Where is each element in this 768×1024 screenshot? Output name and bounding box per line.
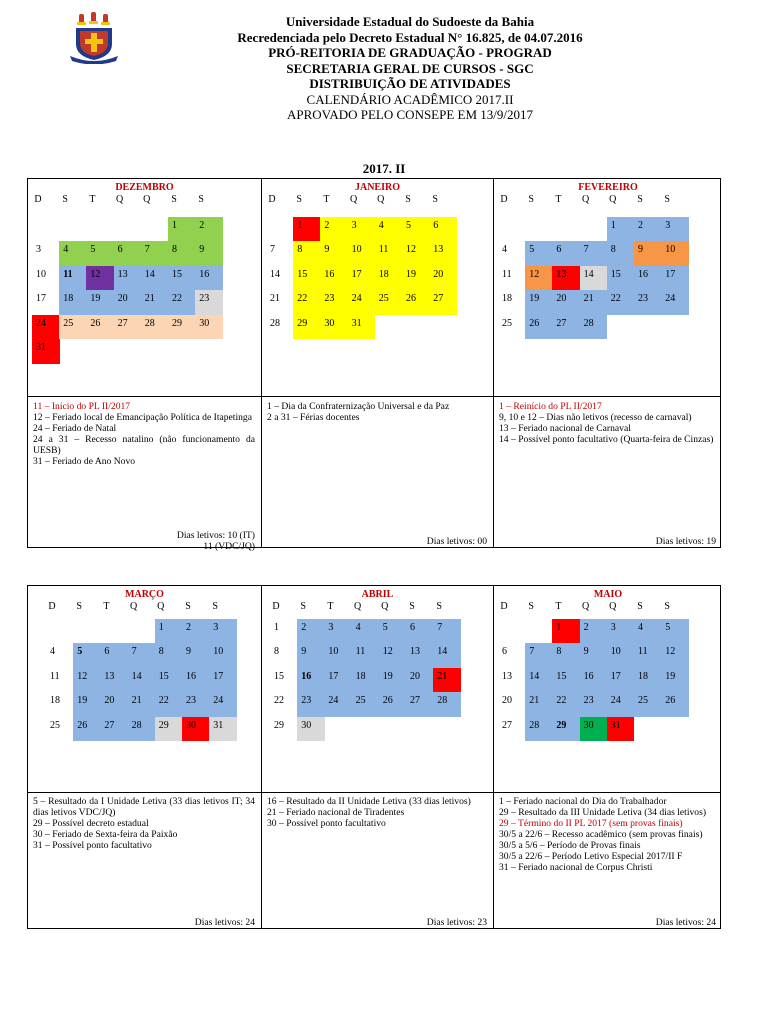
- day-cell: 2: [182, 619, 210, 644]
- day-cell: 1: [168, 217, 196, 242]
- day-cell: 25: [634, 692, 662, 717]
- weekday-header: D: [34, 194, 42, 205]
- weekday-header: Q: [115, 194, 124, 205]
- note-item: 31 – Possível ponto facultativo: [33, 840, 152, 851]
- day-cell: 26: [379, 692, 407, 717]
- weekday-header: S: [664, 194, 670, 205]
- day-cell: 11: [50, 670, 60, 682]
- weekday-header: S: [62, 194, 68, 205]
- note-item: 29 – Término do II PL 2017 (sem provas finais): [499, 818, 683, 829]
- day-cell: 17: [324, 668, 352, 693]
- weekday-header: T: [103, 601, 110, 612]
- month-panel: [28, 586, 262, 928]
- day-cell: 3: [661, 217, 689, 242]
- day-cell: 2: [634, 217, 662, 242]
- day-cell: 10: [607, 643, 635, 668]
- note-item: 1 – Feriado nacional do Dia do Trabalhador: [499, 796, 667, 807]
- day-cell: 18: [634, 668, 662, 693]
- day-cell: 9: [195, 241, 223, 266]
- day-cell: 28: [580, 315, 608, 340]
- day-cell: 29: [274, 719, 284, 731]
- day-cell: 17: [348, 266, 376, 291]
- month-panel: [494, 586, 722, 928]
- day-cell: 12: [525, 266, 553, 291]
- day-cell: 16: [580, 668, 608, 693]
- weekday-header: S: [528, 601, 534, 612]
- note-item: 30/5 a 22/6 – Período Letivo Especial 2017/II F: [499, 851, 683, 862]
- note-item: 1 – Dia da Confraternização Universal e da Paz: [267, 401, 450, 412]
- day-cell: 31: [209, 717, 237, 742]
- day-cell: 26: [86, 315, 114, 340]
- day-cell: 24: [607, 692, 635, 717]
- decree-line: Recredenciada pelo Decreto Estadual N° 16.825, de 04.07.2016: [237, 29, 583, 45]
- day-cell: 4: [502, 244, 507, 256]
- day-cell: 22: [168, 290, 196, 315]
- day-cell: 14: [128, 668, 156, 693]
- month-notes: [267, 796, 487, 829]
- day-cell: 4: [50, 646, 55, 658]
- day-cell: 7: [525, 643, 553, 668]
- day-cell: 10: [324, 643, 352, 668]
- day-cell: 3: [209, 619, 237, 644]
- month-notes: [267, 401, 487, 423]
- note-item: 31 – Feriado nacional de Corpus Christi: [499, 862, 653, 873]
- weekday-header: S: [296, 194, 302, 205]
- school-days-line: Dias letivos: 24: [655, 917, 716, 928]
- month-notes: [499, 401, 716, 445]
- weekday-header: D: [500, 601, 508, 612]
- day-cell: 29: [552, 717, 580, 742]
- day-cell: 18: [375, 266, 403, 291]
- school-days-count: [177, 530, 255, 552]
- day-cell: 11: [59, 266, 87, 291]
- note-item: 13 – Feriado nacional de Carnaval: [499, 423, 631, 434]
- weekday-header: D: [272, 601, 280, 612]
- weekday-header: S: [664, 601, 670, 612]
- note-item: 29 – Possível decreto estadual: [33, 818, 149, 829]
- day-cell: 9: [580, 643, 608, 668]
- day-cell: 27: [100, 717, 128, 742]
- day-cell: 14: [141, 266, 169, 291]
- day-cell: 12: [86, 266, 114, 291]
- note-item: 5 – Resultado da I Unidade Letiva (33 dias letivos IT; 34 dias letivos VDC/JQ): [33, 796, 255, 818]
- month-notes: [33, 401, 255, 467]
- sgc-line: SECRETARIA GERAL DE CURSOS - SGC: [286, 60, 534, 76]
- day-cell: 29: [293, 315, 321, 340]
- day-cell: 31: [607, 717, 635, 742]
- day-cell: 18: [502, 293, 512, 305]
- day-cell: 23: [182, 692, 210, 717]
- day-cell: 2: [195, 217, 223, 242]
- day-cell: 28: [433, 692, 461, 717]
- weekday-header: T: [555, 194, 562, 205]
- day-cell: 7: [270, 244, 275, 256]
- day-cell: 19: [525, 290, 553, 315]
- day-cell: 18: [50, 695, 60, 707]
- note-item: 2 a 31 – Férias docentes: [267, 412, 360, 423]
- day-cell: 26: [402, 290, 430, 315]
- day-cell: 21: [433, 668, 461, 693]
- note-item: 29 – Resultado da III Unidade Letiva (34 dias letivos): [499, 807, 707, 818]
- month-title: DEZEMBRO: [115, 182, 174, 193]
- day-cell: 8: [293, 241, 321, 266]
- weekday-header: S: [436, 601, 442, 612]
- day-cell: 2: [320, 217, 348, 242]
- month-title: MAIO: [593, 589, 623, 600]
- month-panel: [28, 179, 262, 552]
- day-cell: 8: [155, 643, 183, 668]
- day-cell: 9: [634, 241, 662, 266]
- day-cell: 24: [661, 290, 689, 315]
- day-cell: 20: [552, 290, 580, 315]
- day-cell: 4: [375, 217, 403, 242]
- day-cell: 3: [607, 619, 635, 644]
- day-cell: 25: [352, 692, 380, 717]
- day-cell: 6: [502, 646, 507, 658]
- calendar-row-1: [27, 178, 721, 552]
- day-cell: 2: [580, 619, 608, 644]
- day-cell: 6: [100, 643, 128, 668]
- day-cell: 12: [402, 241, 430, 266]
- day-cell: 1: [607, 217, 635, 242]
- day-cell: 5: [379, 619, 407, 644]
- weekday-header: T: [327, 601, 334, 612]
- day-cell: 15: [293, 266, 321, 291]
- day-cell: 27: [552, 315, 580, 340]
- day-cell: 16: [195, 266, 223, 291]
- day-cell: 15: [155, 668, 183, 693]
- day-cell: 14: [525, 668, 553, 693]
- document-header: [130, 14, 690, 123]
- note-item: 12 – Feriado local de Emancipação Política de Itapetinga: [33, 412, 252, 423]
- day-cell: 15: [607, 266, 635, 291]
- day-cell: 16: [297, 668, 325, 693]
- day-cell: 1: [274, 622, 279, 633]
- day-cell: 7: [141, 241, 169, 266]
- day-cell: 21: [525, 692, 553, 717]
- note-item: 30 – Possível ponto facultativo: [267, 818, 386, 829]
- day-cell: 24: [32, 315, 60, 340]
- day-cell: 20: [502, 695, 512, 707]
- day-cell: 14: [270, 268, 280, 280]
- day-cell: 31: [348, 315, 376, 340]
- weekday-header: Q: [129, 601, 138, 612]
- day-cell: 26: [73, 717, 101, 742]
- day-cell: 23: [634, 290, 662, 315]
- day-cell: 4: [634, 619, 662, 644]
- school-days-count: [656, 536, 716, 547]
- day-cell: 25: [50, 719, 60, 731]
- day-cell: 27: [502, 719, 512, 731]
- day-cell: 9: [182, 643, 210, 668]
- weekday-header: S: [432, 194, 438, 205]
- day-cell: 16: [634, 266, 662, 291]
- note-item: 11 – Início do PL II/2017: [33, 401, 131, 412]
- day-cell: 6: [406, 619, 434, 644]
- day-cell: 20: [429, 266, 457, 291]
- day-cell: 9: [320, 241, 348, 266]
- note-item: 30/5 a 22/6 – Recesso acadêmico (sem provas finais): [499, 829, 703, 840]
- day-cell: 19: [379, 668, 407, 693]
- semester-title: 2017. II: [362, 161, 406, 176]
- day-cell: 5: [86, 241, 114, 266]
- weekday-header: Q: [377, 194, 385, 205]
- day-cell: 13: [552, 266, 580, 291]
- weekday-header: D: [500, 194, 508, 205]
- day-cell: 20: [406, 668, 434, 693]
- weekday-header: T: [323, 194, 330, 205]
- day-cell: 24: [348, 290, 376, 315]
- weekday-header: D: [48, 601, 56, 612]
- weekday-header: Q: [581, 194, 590, 205]
- day-cell: 16: [182, 668, 210, 693]
- calendar-row-2: [27, 585, 721, 929]
- school-days-line: Dias letivos: 23: [426, 917, 487, 928]
- day-cell: 23: [195, 290, 223, 315]
- day-cell: 7: [580, 241, 608, 266]
- weekday-header: S: [409, 601, 415, 612]
- school-days-count: [427, 917, 487, 928]
- month-panel: [262, 586, 494, 928]
- note-item: 21 – Feriado nacional de Tiradentes: [267, 807, 405, 818]
- month-title: FEVEREIRO: [578, 182, 638, 193]
- day-cell: 22: [155, 692, 183, 717]
- note-item: 30/5 a 5/6 – Período de Provas finais: [499, 840, 641, 851]
- day-cell: 26: [661, 692, 689, 717]
- school-days-count: [195, 917, 255, 928]
- day-cell: 19: [86, 290, 114, 315]
- day-cell: 10: [36, 268, 46, 280]
- school-days-line: Dias letivos: 24: [194, 917, 255, 928]
- note-item: 24 a 31 – Recesso natalino (não funcionamento da UESB): [33, 434, 255, 456]
- day-cell: 8: [607, 241, 635, 266]
- weekday-header: S: [76, 601, 82, 612]
- day-cell: 28: [270, 317, 280, 329]
- day-cell: 10: [348, 241, 376, 266]
- day-cell: 5: [661, 619, 689, 644]
- weekday-header: Q: [143, 194, 151, 205]
- day-cell: 5: [402, 217, 430, 242]
- day-cell: 22: [552, 692, 580, 717]
- day-cell: 12: [379, 643, 407, 668]
- month-notes: [499, 796, 716, 873]
- day-cell: 4: [59, 241, 87, 266]
- day-cell: 14: [433, 643, 461, 668]
- day-cell: 13: [406, 643, 434, 668]
- day-cell: 31: [32, 339, 60, 364]
- day-cell: 26: [525, 315, 553, 340]
- day-cell: 13: [100, 668, 128, 693]
- day-cell: 20: [100, 692, 128, 717]
- day-cell: 19: [661, 668, 689, 693]
- month-title: MARÇO: [125, 589, 164, 600]
- day-cell: 25: [502, 317, 512, 329]
- day-cell: 6: [429, 217, 457, 242]
- day-cell: 19: [73, 692, 101, 717]
- day-cell: 21: [270, 293, 280, 305]
- day-cell: 1: [155, 619, 183, 644]
- day-cell: 17: [36, 293, 46, 305]
- day-cell: 17: [209, 668, 237, 693]
- day-cell: 29: [155, 717, 183, 742]
- school-days-line: Dias letivos: 00: [426, 536, 487, 547]
- day-cell: 11: [502, 268, 512, 280]
- day-cell: 10: [209, 643, 237, 668]
- day-cell: 11: [375, 241, 403, 266]
- day-cell: 24: [324, 692, 352, 717]
- school-days-line: Dias letivos: 19: [655, 536, 716, 547]
- day-cell: 19: [402, 266, 430, 291]
- day-cell: 28: [525, 717, 553, 742]
- weekday-header: S: [637, 601, 643, 612]
- day-cell: 18: [59, 290, 87, 315]
- day-cell: 20: [114, 290, 142, 315]
- university-name: Universidade Estadual do Sudoeste da Bahia: [285, 14, 535, 29]
- day-cell: 17: [661, 266, 689, 291]
- day-cell: 28: [128, 717, 156, 742]
- day-cell: 30: [182, 717, 210, 742]
- day-cell: 21: [128, 692, 156, 717]
- day-cell: 30: [195, 315, 223, 340]
- day-cell: 6: [114, 241, 142, 266]
- day-cell: 29: [168, 315, 196, 340]
- day-cell: 16: [320, 266, 348, 291]
- weekday-header: Q: [353, 601, 362, 612]
- day-cell: 27: [429, 290, 457, 315]
- month-panel: [494, 179, 722, 547]
- day-cell: 30: [297, 717, 325, 742]
- weekday-header: S: [198, 194, 204, 205]
- day-cell: 4: [352, 619, 380, 644]
- day-cell: 18: [352, 668, 380, 693]
- day-cell: 15: [552, 668, 580, 693]
- note-item: 30 – Feriado de Sexta-feira da Paixão: [33, 829, 178, 840]
- day-cell: 21: [141, 290, 169, 315]
- day-cell: 25: [59, 315, 87, 340]
- note-item: 31 – Feriado de Ano Novo: [33, 456, 136, 467]
- day-cell: 13: [502, 670, 512, 682]
- day-cell: 23: [320, 290, 348, 315]
- weekday-header: T: [89, 194, 96, 205]
- weekday-header: S: [212, 601, 218, 612]
- day-cell: 3: [324, 619, 352, 644]
- weekday-header: T: [555, 601, 562, 612]
- day-cell: 2: [297, 619, 325, 644]
- school-days-line: 11 (VDC/JQ): [203, 541, 255, 552]
- weekday-header: S: [171, 194, 177, 205]
- day-cell: 22: [274, 695, 284, 707]
- note-item: 9, 10 e 12 – Dias não letivos (recesso de carnaval): [499, 412, 692, 423]
- weekday-header: Q: [381, 601, 389, 612]
- day-cell: 27: [114, 315, 142, 340]
- month-title: JANEIRO: [354, 182, 400, 193]
- weekday-header: S: [300, 601, 306, 612]
- weekday-header: Q: [349, 194, 358, 205]
- day-cell: 5: [73, 643, 101, 668]
- prograd-line: PRÓ-REITORIA DE GRADUAÇÃO - PROGRAD: [268, 45, 552, 60]
- weekday-header: D: [268, 194, 276, 205]
- day-cell: 30: [320, 315, 348, 340]
- weekday-header: Q: [157, 601, 165, 612]
- day-cell: 22: [607, 290, 635, 315]
- day-cell: 28: [141, 315, 169, 340]
- calendar-title-line: CALENDÁRIO ACADÊMICO 2017.II: [306, 91, 514, 107]
- day-cell: 23: [297, 692, 325, 717]
- day-cell: 17: [607, 668, 635, 693]
- weekday-header: Q: [609, 194, 617, 205]
- day-cell: 7: [128, 643, 156, 668]
- month-notes: [33, 796, 255, 851]
- day-cell: 6: [552, 241, 580, 266]
- note-item: 14 – Possível ponto facultativo (Quarta-feira de Cinzas): [499, 434, 714, 445]
- weekday-header: Q: [581, 601, 590, 612]
- day-cell: 25: [375, 290, 403, 315]
- day-cell: 1: [552, 619, 580, 644]
- note-item: 24 – Feriado de Natal: [33, 423, 117, 434]
- school-days-count: [656, 917, 716, 928]
- day-cell: 22: [293, 290, 321, 315]
- day-cell: 8: [168, 241, 196, 266]
- month-title: ABRIL: [361, 589, 394, 600]
- day-cell: 8: [274, 646, 279, 658]
- weekday-header: S: [405, 194, 411, 205]
- school-days-count: [427, 536, 487, 547]
- day-cell: 21: [580, 290, 608, 315]
- day-cell: 3: [36, 244, 41, 256]
- day-cell: 9: [297, 643, 325, 668]
- weekday-header: Q: [609, 601, 617, 612]
- day-cell: 13: [429, 241, 457, 266]
- month-panel: [262, 179, 494, 547]
- day-cell: 23: [580, 692, 608, 717]
- day-cell: 13: [114, 266, 142, 291]
- day-cell: 7: [433, 619, 461, 644]
- day-cell: 12: [73, 668, 101, 693]
- day-cell: 11: [352, 643, 380, 668]
- day-cell: 8: [552, 643, 580, 668]
- day-cell: 12: [661, 643, 689, 668]
- day-cell: 10: [661, 241, 689, 266]
- weekday-header: S: [528, 194, 534, 205]
- weekday-header: S: [637, 194, 643, 205]
- section-divider: [28, 792, 720, 793]
- day-cell: 14: [580, 266, 608, 291]
- day-cell: 5: [525, 241, 553, 266]
- day-cell: 15: [274, 670, 284, 682]
- section-divider: [28, 396, 720, 397]
- note-item: 1 – Reinício do PL II/2017: [499, 401, 602, 412]
- day-cell: 27: [406, 692, 434, 717]
- weekday-header: S: [185, 601, 191, 612]
- school-days-line: Dias letivos: 10 (IT): [176, 530, 255, 541]
- note-item: 16 – Resultado da II Unidade Letiva (33 dias letivos): [267, 796, 471, 807]
- day-cell: 11: [634, 643, 662, 668]
- day-cell: 1: [293, 217, 321, 242]
- day-cell: 3: [348, 217, 376, 242]
- day-cell: 15: [168, 266, 196, 291]
- approval-line: APROVADO PELO CONSEPE EM 13/9/2017: [286, 107, 534, 122]
- university-coat-of-arms-logo: [66, 12, 122, 64]
- activity-distribution-line: DISTRIBUIÇÃO DE ATIVIDADES: [309, 76, 511, 91]
- day-cell: 24: [209, 692, 237, 717]
- day-cell: 30: [580, 717, 608, 742]
